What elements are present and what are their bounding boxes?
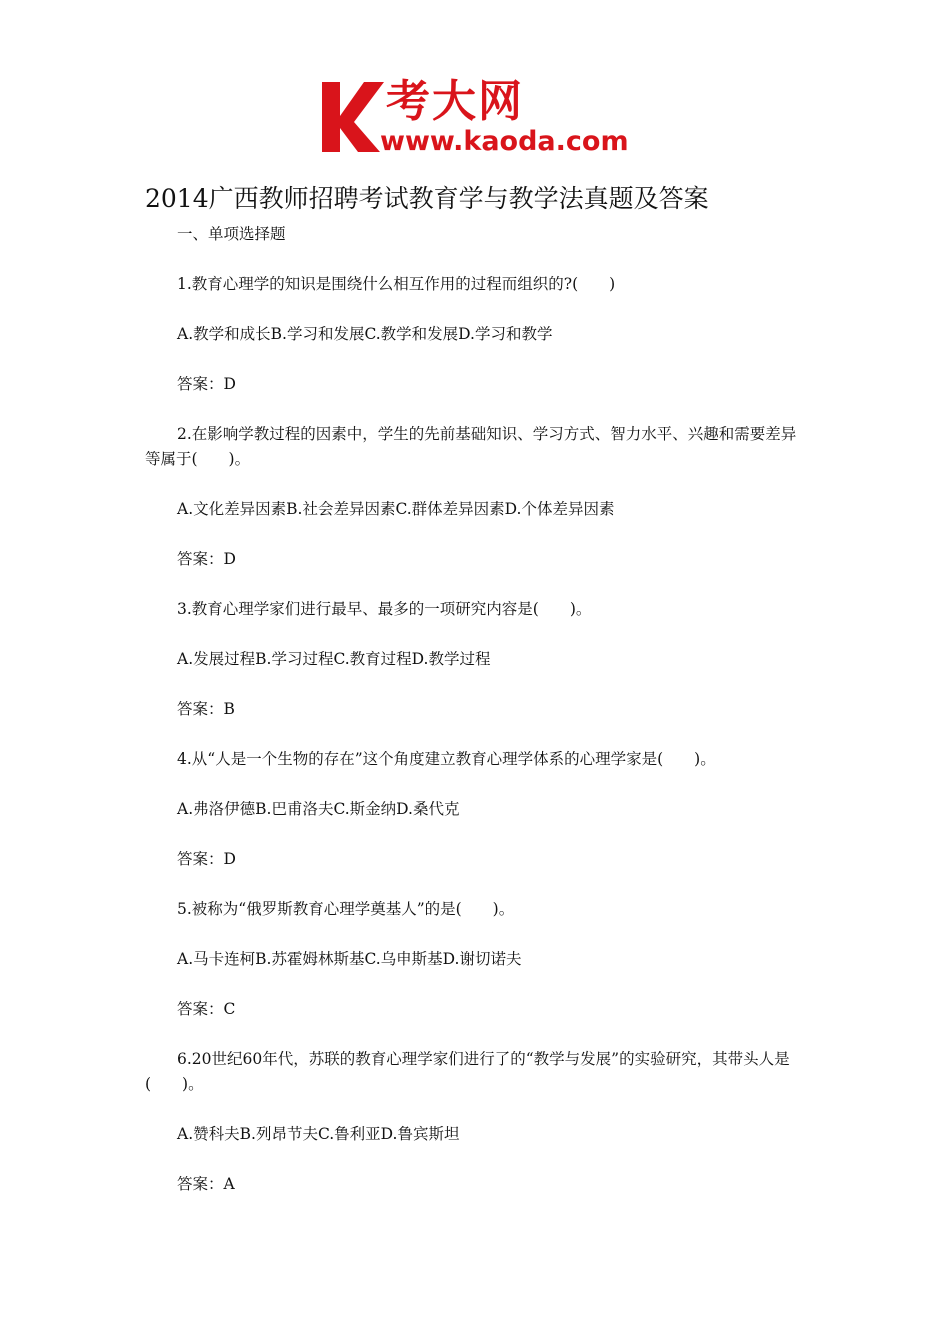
question-stem: 2.在影响学教过程的因素中，学生的先前基础知识、学习方式、智力水平、兴趣和需要差异等属于( )。 bbox=[145, 425, 797, 468]
k-mark-icon bbox=[318, 76, 388, 160]
question-answer: 答案：C bbox=[177, 1000, 236, 1018]
question-answer: 答案：D bbox=[177, 850, 236, 868]
section-heading: 一、单项选择题 bbox=[177, 225, 286, 243]
logo-url-text: www.kaoda.com bbox=[380, 126, 629, 157]
question-options: A.马卡连柯B.苏霍姆林斯基C.乌申斯基D.谢切诺夫 bbox=[177, 950, 522, 968]
question-answer: 答案：D bbox=[177, 550, 236, 568]
question-answer: 答案：D bbox=[177, 375, 236, 393]
question-options: A.发展过程B.学习过程C.教育过程D.教学过程 bbox=[177, 650, 491, 668]
question-stem: 6.20世纪60年代，苏联的教育心理学家们进行了的“教学与发展”的实验研究，其带头人是( )。 bbox=[145, 1050, 790, 1093]
question-stem: 4.从“人是一个生物的存在”这个角度建立教育心理学体系的心理学家是( )。 bbox=[177, 750, 716, 768]
question-options: A.教学和成长B.学习和发展C.教学和发展D.学习和教学 bbox=[177, 325, 553, 343]
document-title: 2014广西教师招聘考试教育学与教学法真题及答案 bbox=[145, 184, 709, 213]
question-options: A.弗洛伊德B.巴甫洛夫C.斯金纳D.桑代克 bbox=[177, 800, 460, 818]
question-options: A.赞科夫B.列昂节夫C.鲁利亚D.鲁宾斯坦 bbox=[177, 1125, 460, 1143]
question-options: A.文化差异因素B.社会差异因素C.群体差异因素D.个体差异因素 bbox=[177, 500, 615, 518]
question-stem: 3.教育心理学家们进行最早、最多的一项研究内容是( )。 bbox=[177, 600, 592, 618]
question-answer: 答案：A bbox=[177, 1175, 235, 1193]
question-stem: 5.被称为“俄罗斯教育心理学奠基人”的是( )。 bbox=[177, 900, 515, 918]
logo-brand-text: 考大网 bbox=[386, 76, 524, 127]
kaoda-logo bbox=[318, 76, 640, 160]
question-answer: 答案：B bbox=[177, 700, 235, 718]
question-stem: 1.教育心理学的知识是围绕什么相互作用的过程而组织的?( ) bbox=[177, 275, 616, 293]
question-list bbox=[145, 222, 810, 1222]
